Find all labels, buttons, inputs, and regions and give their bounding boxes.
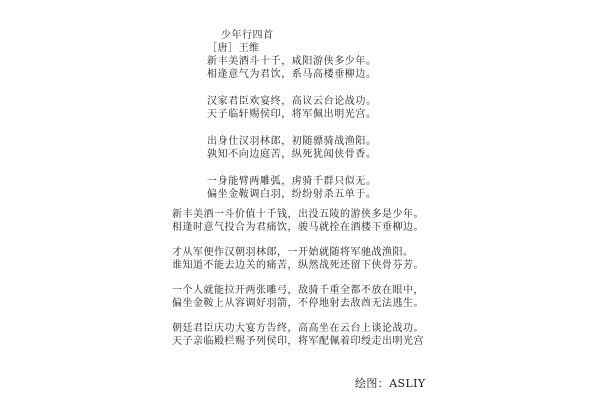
poem-title: 少年行四首 (221, 30, 274, 41)
poem-block (207, 30, 507, 201)
translation-paragraph (172, 208, 592, 234)
poem-stanza (207, 175, 507, 201)
poem-stanza (207, 135, 507, 161)
translation-line: 新丰美酒一斗价值十千钱，出没五陵的游侠多是少年。 (172, 209, 424, 220)
poem-stanza (207, 55, 507, 81)
translation-line: 一个人就能拉开两张雕弓，敌骑千重全都不放在眼中， (172, 285, 424, 296)
illustration-credit: 绘图：ASLIY (355, 377, 426, 390)
translation-line: 才从军便作汉朝羽林郎，一开始就随将军驰战渔阳。 (172, 247, 414, 258)
poem-line: 相逢意气为君饮，系马高楼垂柳边。 (207, 69, 377, 80)
translation-line: 朝廷君臣庆功大宴方告终，高高坐在云台上谈论战功。 (172, 323, 424, 334)
translation-line: 偏坐金鞍上从容调好羽箭，不停地射去敌酋无法逃生。 (172, 298, 424, 309)
poem-line: 汉家君臣欢宴终，高议云台论战功。 (207, 96, 377, 107)
poem-line: 孰知不向边庭苦，纵死犹闻侠骨香。 (207, 149, 377, 160)
poem-line: 一身能臂两雕弧，虏骑千群只似无。 (207, 176, 377, 187)
translation-line: 谁知道不能去边关的痛苦，纵然战死还留下侠骨芬芳。 (172, 260, 424, 271)
translation-block (172, 208, 592, 348)
translation-line: 天子亲临殿栏赐予列侯印，将军配佩着印绶走出明光宫 (172, 336, 424, 347)
poem-author: ［唐］王维 (207, 43, 260, 54)
translation-paragraph (172, 246, 592, 272)
translation-paragraph (172, 322, 592, 348)
poem-line: 新丰美酒斗十千，咸阳游侠多少年。 (207, 56, 377, 67)
poem-stanza (207, 95, 507, 121)
translation-paragraph (172, 284, 592, 310)
poem-line: 出身仕汉羽林郎，初随骠骑战渔阳。 (207, 136, 377, 147)
translation-line: 相逢时意气投合为君痛饮，骏马就拴在酒楼下垂柳边。 (172, 222, 424, 233)
poem-line: 天子临轩赐侯印，将军佩出明光宫。 (207, 109, 377, 120)
poem-line: 偏坐金鞍调白羽，纷纷射杀五单于。 (207, 189, 377, 200)
